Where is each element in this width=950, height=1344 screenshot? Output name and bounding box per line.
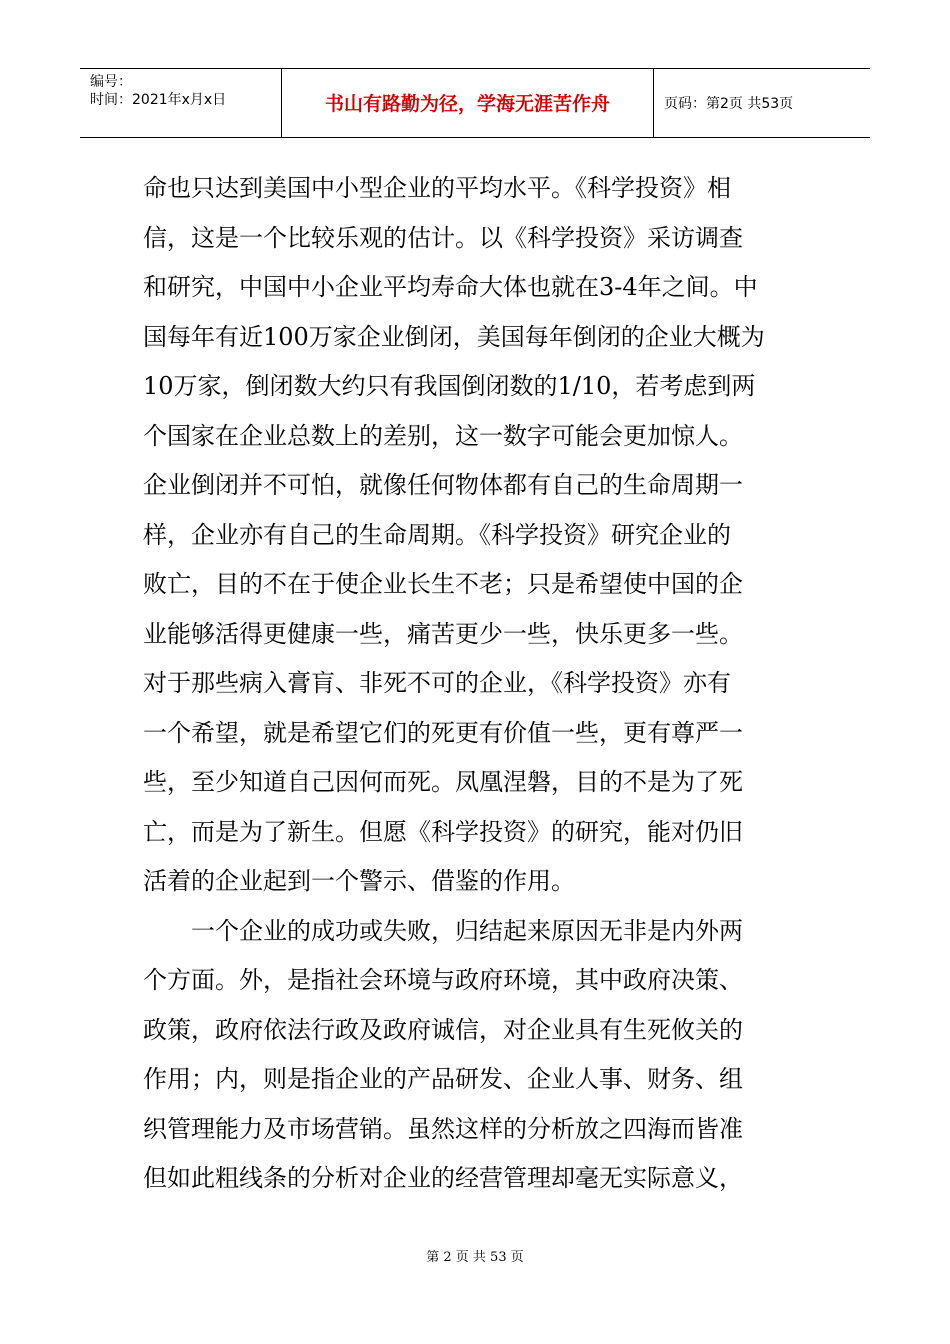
body-text-line: 败亡，目的不在于使企业长生不老；只是希望使中国的企: [143, 570, 743, 598]
motto-text: 书山有路勤为径，学海无涯苦作舟: [324, 93, 610, 115]
document-number-label: 编号：: [90, 74, 132, 90]
body-text-line: 个方面。外，是指社会环境与政府环境，其中政府决策、: [143, 966, 743, 994]
body-text-line: 作用；内，则是指企业的产品研发、企业人事、财务、组: [143, 1065, 743, 1093]
body-text-line: 样，企业亦有自己的生命周期。《科学投资》研究企业的: [143, 520, 731, 549]
body-text-line: 10万家，倒闭数大约只有我国倒闭数的1/10，若考虑到两: [143, 372, 756, 400]
header-motto-cell: [282, 69, 654, 137]
body-text-line: 个国家在企业总数上的差别，这一数字可能会更加惊人。: [143, 421, 743, 450]
body-text-line: 政策，政府依法行政及政府诚信，对企业具有生死攸关的: [143, 1015, 743, 1044]
body-text-line: 一个企业的成功或失败，归结起来原因无非是内外两: [191, 916, 743, 945]
header-page-cell: [654, 69, 870, 137]
body-text-line: 些，至少知道自己因何而死。凤凰涅磐，目的不是为了死: [143, 768, 743, 796]
body-text-line: 信，这是一个比较乐观的估计。以《科学投资》采访调查: [143, 223, 743, 252]
body-text-line: 活着的企业起到一个警示、借鉴的作用。: [143, 867, 575, 895]
header-page-info: 页码：第2页 共53页: [664, 96, 794, 112]
body-text-line: 一个希望，就是希望它们的死更有价值一些，更有尊严一: [143, 718, 743, 747]
body-text-line: 织管理能力及市场营销。虽然这样的分析放之四海而皆准: [143, 1114, 743, 1143]
body-text-line: 亡，而是为了新生。但愿《科学投资》的研究，能对仍旧: [143, 817, 743, 846]
body-text-line: 命也只达到美国中小型企业的平均水平。《科学投资》相: [143, 174, 731, 202]
body-text-line: 对于那些病入膏肓、非死不可的企业，《科学投资》亦有: [143, 669, 731, 697]
page-header: [80, 68, 870, 138]
body-text-line: 业能够活得更健康一些，痛苦更少一些，快乐更多一些。: [143, 619, 743, 648]
body-text-line: 国每年有近100万家企业倒闭，美国每年倒闭的企业大概为: [143, 322, 765, 351]
body-text-line: 和研究，中国中小企业平均寿命大体也就在3-4年之间。中: [143, 273, 758, 301]
header-meta-cell: [80, 69, 282, 137]
body-text-line: 但如此粗线条的分析对企业的经营管理却毫无实际意义，: [143, 1164, 743, 1192]
document-date-label: 时间：2021年x月x日: [90, 92, 227, 108]
body-text-line: 企业倒闭并不可怕，就像任何物体都有自己的生命周期一: [143, 471, 743, 499]
page-footer: 第 2 页 共 53 页: [426, 1250, 524, 1265]
